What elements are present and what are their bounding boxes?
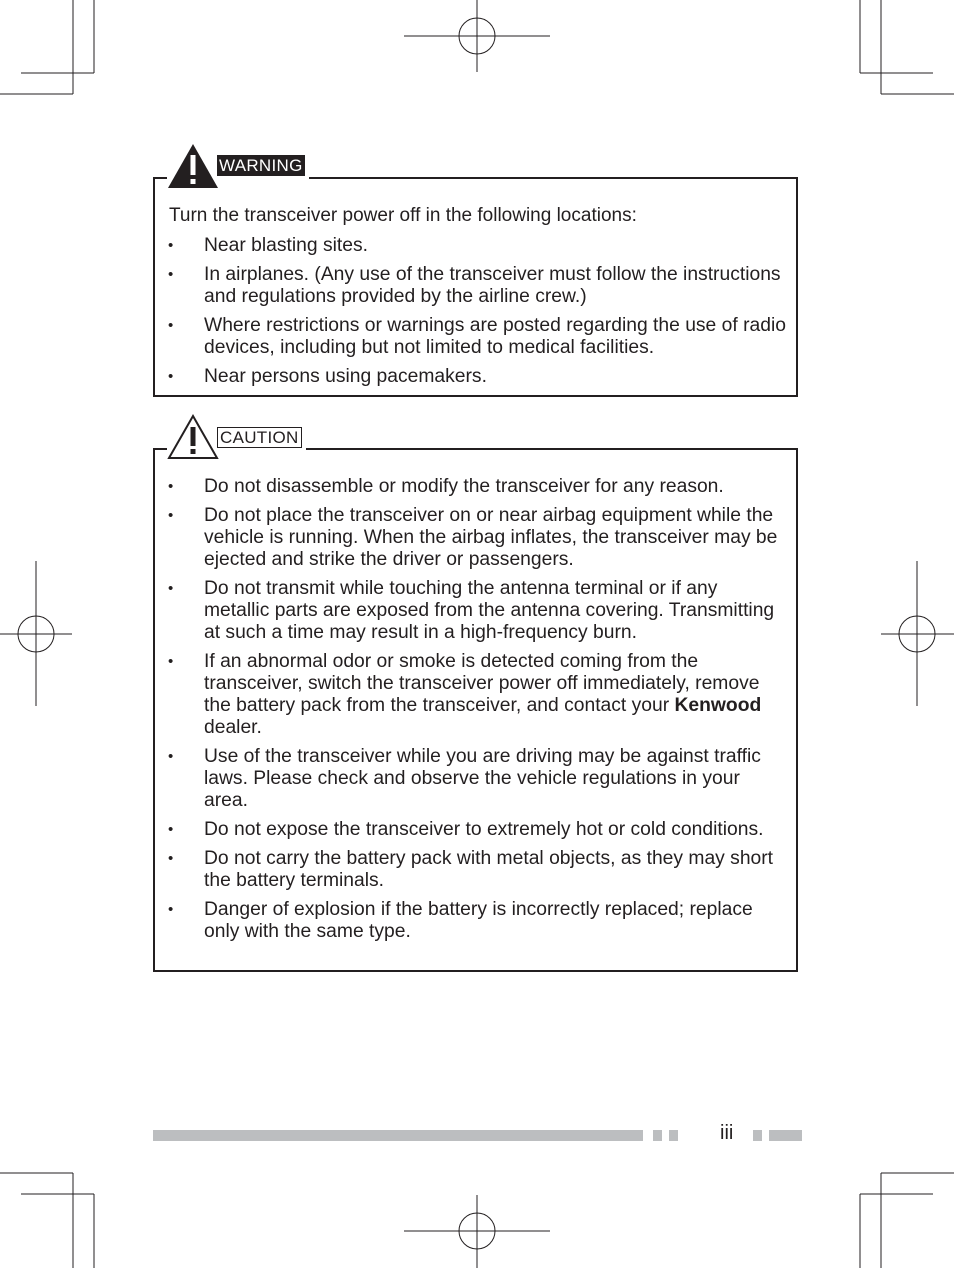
- bullet-icon: •: [168, 478, 174, 495]
- list-item: [155, 366, 786, 388]
- caution-triangle-icon: [167, 414, 219, 460]
- list-item: [155, 746, 786, 812]
- list-item-text: Near persons using pacemakers.: [204, 366, 487, 387]
- footer-square: [653, 1130, 662, 1141]
- list-item: [155, 578, 786, 644]
- list-item: [155, 315, 786, 359]
- list-item-text: Do not carry the battery pack with metal objects, as they may short the battery terminals.: [204, 848, 774, 891]
- dealer-suffix: dealer.: [204, 717, 262, 738]
- list-item-text: If an abnormal odor or smoke is detected coming from the transceiver, switch the transceiver power off immediately, remove the battery pack from the transceiver, and contact your: [204, 651, 760, 716]
- list-item: [155, 505, 786, 571]
- footer-square: [753, 1130, 762, 1141]
- list-item: [155, 235, 786, 257]
- caution-list: [155, 476, 786, 950]
- list-item: [155, 819, 786, 841]
- list-item-text: Near blasting sites.: [204, 235, 368, 256]
- list-item-text: Do not disassemble or modify the transceiver for any reason.: [204, 476, 724, 497]
- caution-box: [153, 428, 798, 972]
- caution-header: [167, 416, 306, 460]
- brand-name: Kenwood: [674, 695, 762, 716]
- bullet-icon: •: [168, 237, 174, 254]
- list-item-text: Where restrictions or warnings are posted regarding the use of radio devices, including but not limited to medical facilities.: [204, 315, 786, 358]
- list-item-text: Do not transmit while touching the antenna terminal or if any metallic parts are exposed from the antenna covering. Transmitting at such a time may result in a high-frequency burn.: [204, 578, 775, 643]
- list-item-text: In airplanes. (Any use of the transceiver must follow the instructions and regulations provided by the airline crew.): [204, 264, 781, 307]
- bullet-icon: •: [168, 821, 174, 838]
- warning-header: [167, 145, 309, 189]
- bullet-icon: •: [168, 653, 174, 670]
- bullet-icon: •: [168, 317, 174, 334]
- footer-bar: [153, 1130, 643, 1141]
- bullet-icon: •: [168, 901, 174, 918]
- warning-box: [153, 156, 798, 397]
- list-item-text: Use of the transceiver while you are driving may be against traffic laws. Please check and observe the vehicle regulations in your area.: [204, 746, 761, 811]
- list-item-text: Danger of explosion if the battery is incorrectly replaced; replace only with the same type.: [204, 899, 753, 942]
- warning-label: WARNING: [219, 156, 303, 175]
- warning-triangle-icon: [167, 143, 219, 189]
- bullet-icon: •: [168, 266, 174, 283]
- list-item: [155, 476, 786, 498]
- footer-bar-right: [769, 1130, 802, 1141]
- list-item: [155, 264, 786, 308]
- list-item: [155, 899, 786, 943]
- warning-list: [155, 235, 786, 395]
- list-item: [155, 848, 786, 892]
- warning-intro: Turn the transceiver power off in the following locations:: [169, 205, 637, 226]
- page-number: iii: [720, 1122, 734, 1144]
- list-item-text: Do not expose the transceiver to extremely hot or cold conditions.: [204, 819, 764, 840]
- bullet-icon: •: [168, 368, 174, 385]
- list-item: [155, 651, 786, 739]
- bullet-icon: •: [168, 850, 174, 867]
- list-item-text: Do not place the transceiver on or near airbag equipment while the vehicle is running. When the airbag inflates, the transceiver may be ejected and strike the driver or passengers.: [204, 505, 778, 570]
- bullet-icon: •: [168, 507, 174, 524]
- bullet-icon: •: [168, 580, 174, 597]
- footer-square: [669, 1130, 678, 1141]
- caution-label: CAUTION: [217, 427, 302, 448]
- bullet-icon: •: [168, 748, 174, 765]
